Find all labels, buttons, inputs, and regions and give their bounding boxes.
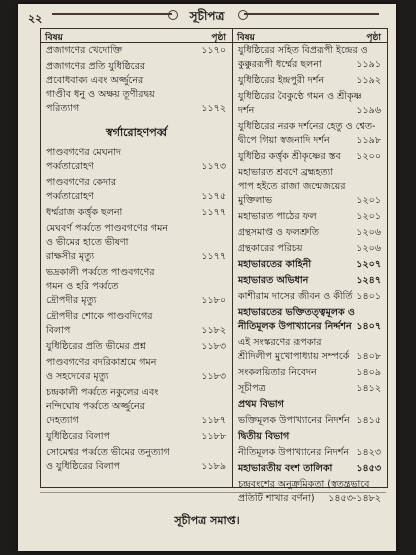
entry-page-number: ১২০০: [356, 151, 381, 162]
entry-title-line: প্রজাগণের প্রতি যুধিষ্ঠিরের: [46, 61, 146, 72]
entry-title-line: যুধিষ্ঠির কর্ত্তৃক শ্রীকৃষ্ণের স্তব: [238, 151, 341, 162]
contents-entry: [233, 120, 387, 148]
contents-entry: [41, 310, 232, 338]
entry-title: [238, 366, 317, 380]
contents-entry: [233, 398, 387, 412]
contents-entry: [233, 74, 387, 88]
entry-title: [46, 310, 153, 338]
entry-title-line: মহাভারতীয় বংশ তালিকা: [238, 463, 333, 474]
entry-title: [46, 222, 168, 264]
entry-title-line: নীতিমূলক উপাখ্যানের নিদর্শন: [238, 447, 350, 458]
entry-title-line: গ্রন্থকারের পরিচয়: [238, 243, 303, 254]
entry-page-number: ১৪৫৩-১৪৮২: [328, 493, 381, 504]
entry-title-line: দর্শন: [238, 105, 255, 116]
subject-heading: বিষয়: [237, 33, 255, 43]
page-heading: পৃষ্ঠা: [366, 33, 381, 43]
entry-page-number: ১১৮৯: [201, 461, 226, 472]
entry-title-line: শ্রীদিলীপ মুখোপাধ্যায় সম্পর্কে: [238, 351, 350, 362]
contents-entry: [41, 430, 232, 444]
entry-title-line: নন্দিঘোষ পর্ব্বতে অর্জ্জুনের: [46, 401, 145, 412]
footer-divider: [40, 492, 386, 493]
entry-title: [238, 44, 368, 72]
entry-title-line: বিলাপ: [46, 325, 71, 336]
page-number: ২২: [28, 12, 43, 25]
entry-title: [238, 306, 355, 334]
contents-entry: [233, 290, 387, 304]
entry-title-line: যুধিষ্ঠিরের নরক দর্শনের হেতু ও শ্বেত-: [238, 121, 376, 132]
entry-page-number: ১৪০৭: [356, 321, 381, 332]
entry-page-number: ১৪১৫: [356, 415, 381, 426]
entry-page-number: ১১৮০: [201, 295, 226, 306]
entry-title-line: গমন ও হরি পর্ব্বতে: [46, 281, 119, 292]
entry-page-number: ১১৮৭: [201, 415, 226, 426]
entry-page-number: ১২০৬: [356, 227, 381, 238]
entry-page-number: ১১৭৫: [201, 191, 226, 202]
entry-page-number: ১৪০১: [356, 291, 381, 302]
entry-title-line: নীতিমূলক উপাখ্যানের নির্দ্দশন: [238, 321, 352, 332]
entry-title: [46, 386, 158, 428]
entry-page-number: ১১৭৭: [201, 207, 226, 218]
footer-text: সূচীপত্র সমাপ্ত।: [174, 514, 240, 527]
contents-entry: [233, 462, 387, 476]
contents-entry: [233, 446, 387, 460]
entry-title-line: মহাভারতের কাহিনী: [238, 259, 312, 270]
contents-entry: [41, 44, 232, 58]
entry-title-line: ও সহদেবের মৃত্যু: [46, 371, 109, 382]
entry-title-line: কাশীরাম দাসের জীবন ও কীর্তি: [238, 291, 353, 302]
entry-page-number: ১২০১: [356, 211, 381, 222]
entry-page-number: ১১৭৭: [201, 251, 226, 262]
subject-heading: বিষয়: [45, 33, 63, 43]
entry-title: [46, 60, 155, 116]
entry-title: [46, 430, 110, 444]
entry-page-number: ১১৯১: [356, 59, 381, 70]
entry-title: [238, 290, 353, 304]
entry-page-number: ১৪১২: [356, 383, 381, 394]
entry-title: [238, 336, 349, 364]
page-heading: পৃষ্ঠা: [211, 33, 226, 43]
entry-page-number: ১৪০৮: [356, 351, 381, 362]
entry-title-line: দেহত্যাগ: [46, 415, 79, 426]
contents-entry: [41, 356, 232, 384]
contents-entry: [41, 146, 232, 174]
entry-title: [46, 206, 122, 220]
header-ornament-dot-right: [238, 10, 248, 20]
entry-title: [238, 398, 284, 412]
entry-page-number: ১১৯৬: [356, 105, 381, 116]
entry-title: [238, 462, 332, 476]
entry-title-line: ভদ্রকালী পর্ব্বতে পাণ্ডবগণের: [46, 267, 155, 278]
entry-title-line: মুক্তিলাভ: [238, 195, 273, 206]
entry-page-number: ১১৮৮: [201, 431, 226, 442]
entry-title: [238, 414, 350, 428]
entry-title-line: দ্রৌপদীর শোকে পাণ্ডবদিগের: [46, 311, 153, 322]
entry-title-line: কুক্কুররূপী ধর্ম্মের ছলনা: [238, 59, 322, 70]
contents-entry: [233, 90, 387, 118]
entry-title: [238, 226, 319, 240]
entry-title-line: রাক্ষসীর মৃত্যু: [46, 251, 95, 262]
contents-entry: [233, 210, 387, 224]
entry-title-line: যুধিষ্ঠিরের বৈকুণ্ঠে গমন ও শ্রীকৃষ্ণ: [238, 91, 362, 102]
entry-title: [238, 166, 345, 208]
entry-page-number: ১৪০৯: [356, 367, 381, 378]
entry-page-number: ১১৮৩: [201, 341, 226, 352]
contents-entry: [233, 366, 387, 380]
entry-title-line: গাণ্ডীব ধনু ও অক্ষয় তূণীরদ্বয়: [46, 89, 155, 100]
entry-page-number: ১৪২৩: [356, 447, 381, 458]
contents-entry: [41, 446, 232, 474]
entry-title-line: সূচীপত্র: [238, 383, 266, 394]
entry-title-line: দ্বিতীয় বিভাগ: [238, 431, 290, 442]
entry-title: [238, 274, 308, 288]
contents-entry: [41, 206, 232, 220]
entry-page-number: ১১৭০: [201, 45, 226, 56]
contents-entry: [233, 258, 387, 272]
entry-title-line: মহাভারত শ্রবণে ব্রহ্মহত্যা: [238, 167, 334, 178]
contents-entry: [233, 336, 387, 364]
entry-title: [238, 382, 266, 396]
entry-page-number: ১২০৭: [356, 259, 381, 270]
entry-title: [238, 258, 311, 272]
contents-entry: [41, 222, 232, 264]
entry-title: [46, 44, 122, 58]
contents-entry: [41, 266, 232, 308]
entry-title-line: সংকলয়িতার নিবেদন: [238, 367, 317, 378]
entry-title-line: প্রবোধবাক্য এবং অর্জ্জুনের: [46, 75, 144, 86]
contents-entry: [233, 44, 387, 72]
entry-title-line: প্রতিটি শাখার বর্ণনা): [238, 493, 315, 504]
entry-title-line: মহাভারত পাঠের ফল: [238, 211, 317, 222]
entry-page-number: ১১৭২: [201, 103, 226, 114]
section-title: স্বর্গারোহণপর্ব্ব: [106, 126, 167, 139]
contents-entry: [233, 226, 387, 240]
contents-entry: [41, 340, 232, 354]
entry-title-line: পাণ্ডবগণের মেঘনাদ: [46, 147, 121, 158]
book-page: [18, 4, 396, 551]
entry-title-line: চন্দ্রকালী পর্ব্বতে নকুলের এবং: [46, 387, 159, 398]
entry-title: [238, 446, 349, 460]
contents-entry: [41, 176, 232, 204]
entry-title-line: পাপ হইতে রাজা জন্মেজয়ের: [238, 181, 346, 192]
entry-page-number: ১৪৫৩: [356, 463, 381, 474]
contents-entry: [233, 274, 387, 288]
entry-title: [238, 150, 341, 164]
contents-entry: [233, 166, 387, 208]
entry-title: [238, 90, 362, 118]
entry-title-line: যুধিষ্ঠিরের ইন্দ্রপুরী দর্শন: [238, 75, 325, 86]
entry-title: [46, 340, 146, 354]
entry-title-line: প্রজাগণের খেদোক্তি: [46, 45, 122, 56]
page-title: সূচীপত্র: [189, 9, 225, 23]
entry-title-line: পাণ্ডবগণের বদরিকাশ্রমে গমন: [46, 357, 157, 368]
entry-title-line: দ্বীপে গিয়া স্বজনাদি দর্শন: [238, 135, 330, 146]
entry-title-line: গ্রন্থসমাপ্ত ও ফলশ্রুতি: [238, 227, 320, 238]
entry-title: [46, 146, 121, 174]
entry-title: [238, 120, 375, 148]
entry-page-number: ১১৯৮: [356, 135, 381, 146]
entry-title: [238, 74, 324, 88]
entry-page-number: ১১৮২: [201, 325, 226, 336]
contents-entry: [233, 414, 387, 428]
entry-title: [238, 242, 303, 256]
entry-title-line: ভক্তিমূলক উপাখ্যানের নিদর্শন: [238, 415, 350, 426]
entry-title: [46, 446, 170, 474]
contents-entry: [233, 306, 387, 334]
contents-entry: [233, 382, 387, 396]
contents-table: [40, 28, 388, 504]
entry-title-line: এই সংস্করণের রূপকার: [238, 337, 322, 348]
entry-title-line: যুধিষ্ঠিরের প্রতি ভীমের প্রশ্ন: [46, 341, 146, 352]
entry-title-line: ও ভীমের হাতে ভীষণা: [46, 237, 129, 248]
entry-title-line: চন্দ্রবংশের অনুক্রমিকতা (স্বতন্ত্রভাবে: [238, 479, 370, 490]
entry-title: [46, 356, 156, 384]
entry-page-number: ১২০৬: [356, 243, 381, 254]
entry-title-line: মহাভারতের ভক্তিতত্ত্বমূলক ও: [238, 307, 355, 318]
entry-title-line: যুধিষ্ঠিরের বিলাপ: [46, 431, 110, 442]
entry-title-line: পাণ্ডবগণের কেদার: [46, 177, 117, 188]
entry-title: [46, 176, 116, 204]
contents-entry: [41, 386, 232, 428]
entry-title-line: সোমেশ্বর পর্ব্বতে ভীমের তনুত্যাগ: [46, 447, 170, 458]
entry-title-line: ও যুধিষ্ঠিরের বিলাপ: [46, 461, 121, 472]
entry-title-line: মেঘবর্ণ পর্ব্বতে পাণ্ডবগণের গমন: [46, 223, 169, 234]
entry-title-line: মহাভারত অভিধান: [238, 275, 309, 286]
entry-title: [238, 210, 317, 224]
entry-title-line: পর্ব্বতারোহণ: [46, 191, 94, 202]
entry-title-line: যুধিষ্ঠিরের সহিত বিপ্ররূপী ইন্দ্রের ও: [238, 45, 368, 56]
contents-entry: [233, 242, 387, 256]
contents-entry: [233, 150, 387, 164]
entry-title: [238, 430, 289, 444]
entry-title-line: ধর্ম্মরাজ কর্ত্তৃক ছলনা: [46, 207, 123, 218]
entry-page-number: ১২০১: [356, 195, 381, 206]
entry-title-line: দ্রৌপদীর মৃত্যু: [46, 295, 97, 306]
entry-title: [46, 266, 154, 308]
header-ornament-right: [244, 13, 379, 15]
entry-page-number: ১১৭৩: [201, 161, 226, 172]
entry-title-line: প্রথম বিভাগ: [238, 399, 284, 410]
contents-entry: [233, 430, 387, 444]
right-column-heading: [233, 29, 387, 43]
entry-title-line: পরিত্যাগ: [46, 103, 80, 114]
left-column-heading: [41, 29, 232, 43]
entry-page-number: ১২৪৭: [356, 275, 381, 286]
contents-entry: [41, 60, 232, 116]
entry-title-line: পর্ব্বতারোহণ: [46, 161, 94, 172]
entry-page-number: ১১৮৩: [201, 371, 226, 382]
entry-page-number: ১১৯২: [356, 75, 381, 86]
